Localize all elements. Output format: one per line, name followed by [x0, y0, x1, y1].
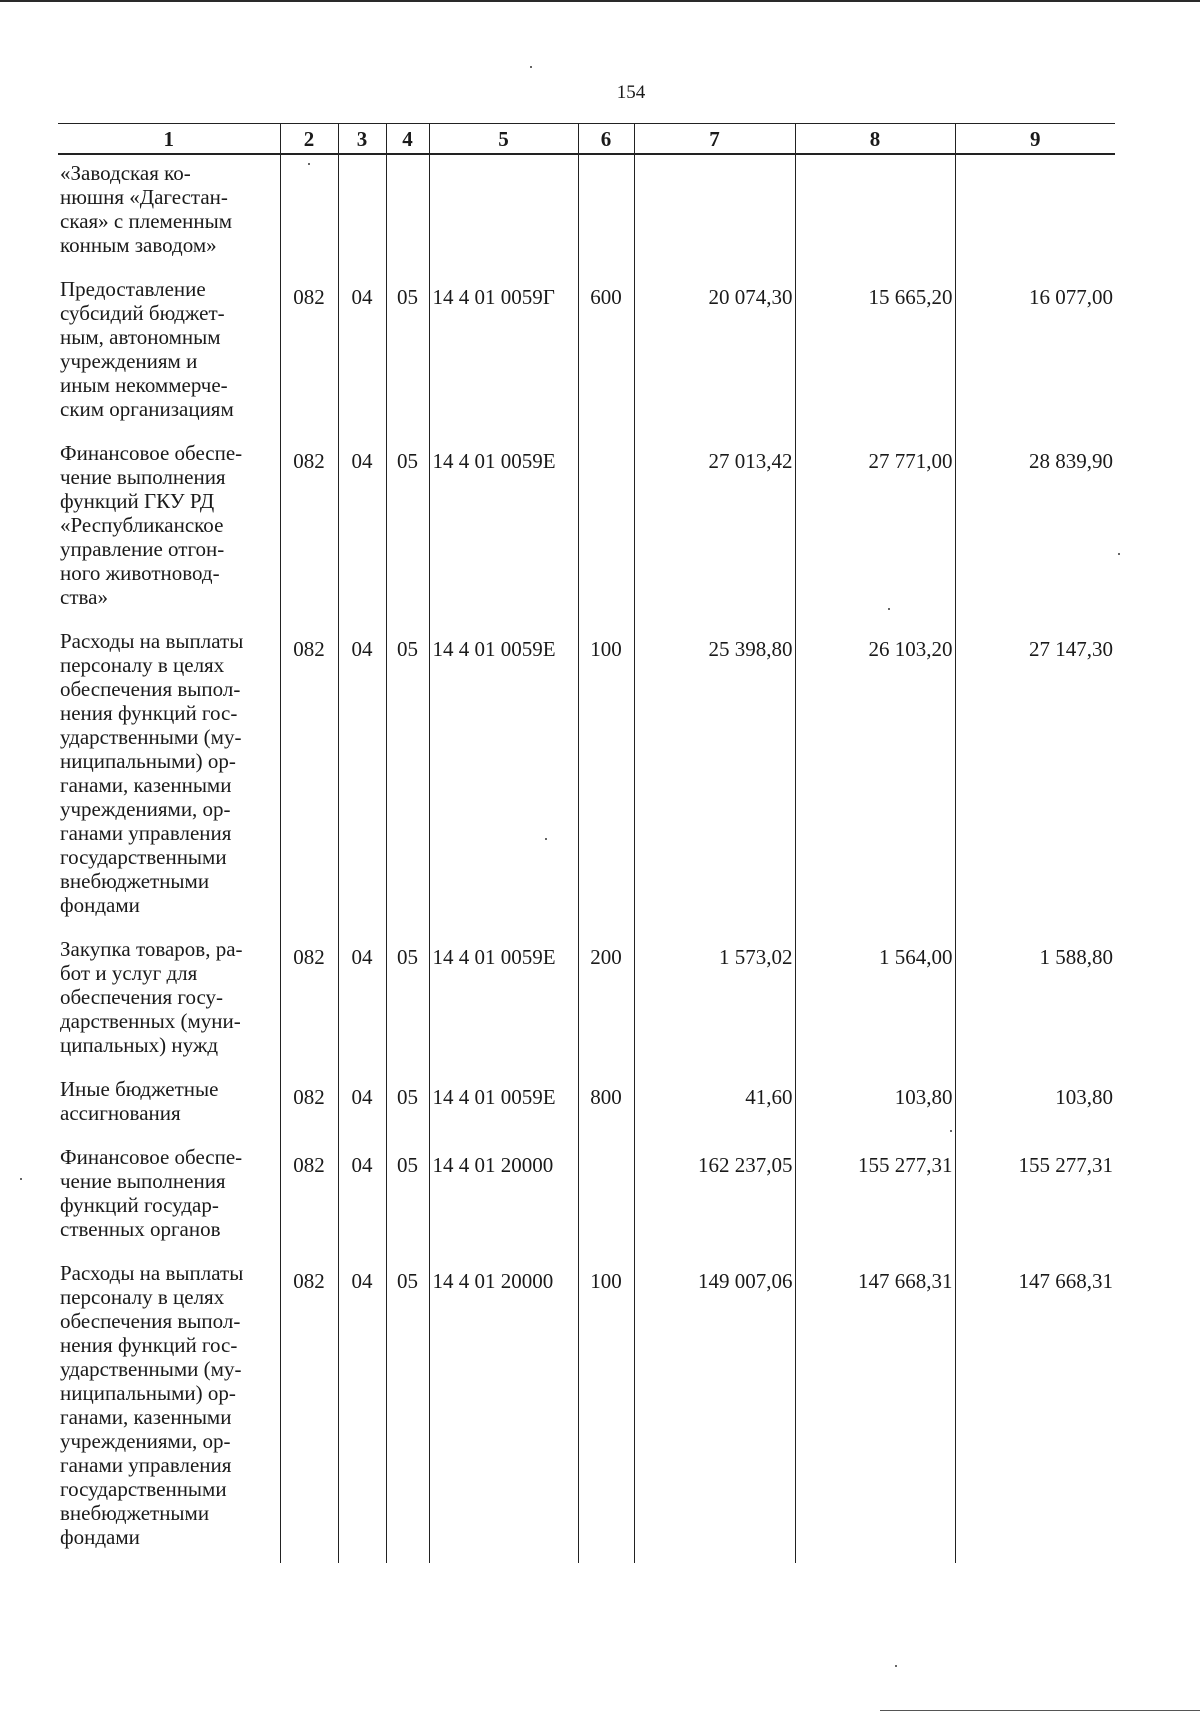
- cell-target-article: 14 4 01 0059Е: [429, 623, 578, 931]
- cell-item-name: [58, 435, 280, 623]
- header-col-2: 2: [280, 124, 338, 155]
- cell-podrazdel: 05: [386, 623, 429, 931]
- cell-amount-col9: 147 668,31: [955, 1255, 1115, 1563]
- item-name-line: ударственными (му-: [60, 725, 242, 749]
- cell-target-article: 14 4 01 0059Г: [429, 271, 578, 435]
- cell-podrazdel: 05: [386, 1071, 429, 1139]
- item-name-line: учреждениям и: [60, 349, 198, 373]
- scan-speck: [895, 1665, 897, 1667]
- scan-speck: [20, 1178, 22, 1180]
- cell-razdel: 04: [338, 1255, 386, 1563]
- item-name-line: ским организациям: [60, 397, 234, 421]
- item-name-line: ганами, казенными: [60, 773, 232, 797]
- cell-amount-col7: 25 398,80: [634, 623, 795, 931]
- cell-amount-col8: 15 665,20: [795, 271, 955, 435]
- scan-speck: [1118, 553, 1120, 555]
- cell-razdel: 04: [338, 1071, 386, 1139]
- item-name-line: ганами, казенными: [60, 1405, 232, 1429]
- item-name-line: Финансовое обеспе-: [60, 1145, 243, 1169]
- table-row: [58, 154, 1115, 271]
- cell-razdel: 04: [338, 435, 386, 623]
- cell-expense-type: [578, 154, 634, 271]
- cell-razdel: 04: [338, 931, 386, 1071]
- item-name-line: ного животновод-: [60, 561, 220, 585]
- item-name-line: Закупка товаров, ра-: [60, 937, 243, 961]
- cell-razdel: [338, 154, 386, 271]
- item-name-line: чение выполнения: [60, 465, 226, 489]
- table-row: [58, 1139, 1115, 1255]
- cell-item-name: [58, 271, 280, 435]
- table-row: [58, 1255, 1115, 1563]
- cell-glavbk: 082: [280, 435, 338, 623]
- cell-expense-type: 100: [578, 623, 634, 931]
- header-col-5: 5: [429, 124, 578, 155]
- item-name-line: персоналу в целях: [60, 653, 225, 677]
- scan-edge-top: [0, 0, 1200, 2]
- item-name-line: учреждениями, ор-: [60, 1429, 231, 1453]
- table-row: [58, 931, 1115, 1071]
- cell-amount-col8: 147 668,31: [795, 1255, 955, 1563]
- item-name-line: ганами управления: [60, 821, 232, 845]
- item-name-line: Иные бюджетные: [60, 1077, 219, 1101]
- item-name-line: ская» с племенным: [60, 209, 233, 233]
- scan-edge-bottom: [880, 1710, 1200, 1711]
- item-name-line: «Заводская ко-: [60, 161, 191, 185]
- cell-amount-col7: 20 074,30: [634, 271, 795, 435]
- item-name-line: обеспечения выпол-: [60, 677, 241, 701]
- cell-amount-col9: 1 588,80: [955, 931, 1115, 1071]
- item-name-line: государственными: [60, 1477, 227, 1501]
- item-name-line: фондами: [60, 893, 140, 917]
- item-name-line: ства»: [60, 585, 108, 609]
- item-name-line: ниципальными) ор-: [60, 1381, 236, 1405]
- cell-glavbk: 082: [280, 931, 338, 1071]
- cell-amount-col8: 26 103,20: [795, 623, 955, 931]
- item-name-line: бот и услуг для: [60, 961, 198, 985]
- table-body: [58, 154, 1115, 1563]
- cell-amount-col8: 27 771,00: [795, 435, 955, 623]
- cell-amount-col8: 103,80: [795, 1071, 955, 1139]
- cell-target-article: 14 4 01 0059Е: [429, 435, 578, 623]
- cell-item-name: [58, 154, 280, 271]
- header-col-1: 1: [58, 124, 280, 155]
- item-name-line: функций ГКУ РД: [60, 489, 215, 513]
- item-name-line: ассигнования: [60, 1101, 181, 1125]
- header-col-4: 4: [386, 124, 429, 155]
- cell-podrazdel: 05: [386, 931, 429, 1071]
- cell-podrazdel: 05: [386, 1255, 429, 1563]
- table-row: [58, 623, 1115, 931]
- scan-speck: [950, 1130, 952, 1132]
- scan-speck: [888, 608, 890, 610]
- cell-podrazdel: 05: [386, 1139, 429, 1255]
- cell-amount-col7: 1 573,02: [634, 931, 795, 1071]
- budget-table: [58, 123, 1115, 1563]
- item-name-line: функций государ-: [60, 1193, 219, 1217]
- cell-amount-col7: [634, 154, 795, 271]
- cell-razdel: 04: [338, 271, 386, 435]
- cell-amount-col9: 155 277,31: [955, 1139, 1115, 1255]
- cell-expense-type: 100: [578, 1255, 634, 1563]
- item-name-line: нюшня «Дагестан-: [60, 185, 228, 209]
- item-name-line: обеспечения выпол-: [60, 1309, 241, 1333]
- cell-podrazdel: [386, 154, 429, 271]
- item-name-line: «Республиканское: [60, 513, 224, 537]
- item-name-line: ударственными (му-: [60, 1357, 242, 1381]
- item-name-line: субсидий бюджет-: [60, 301, 225, 325]
- item-name-line: ным, автономным: [60, 325, 221, 349]
- cell-expense-type: 200: [578, 931, 634, 1071]
- cell-amount-col7: 149 007,06: [634, 1255, 795, 1563]
- cell-item-name: [58, 1255, 280, 1563]
- item-name-line: обеспечения госу-: [60, 985, 224, 1009]
- cell-target-article: 14 4 01 20000: [429, 1139, 578, 1255]
- cell-amount-col9: 103,80: [955, 1071, 1115, 1139]
- cell-amount-col9: 16 077,00: [955, 271, 1115, 435]
- header-row: [58, 124, 1115, 155]
- table-row: [58, 1071, 1115, 1139]
- header-col-6: 6: [578, 124, 634, 155]
- cell-amount-col9: [955, 154, 1115, 271]
- cell-target-article: [429, 154, 578, 271]
- cell-amount-col8: 1 564,00: [795, 931, 955, 1071]
- cell-target-article: 14 4 01 0059Е: [429, 931, 578, 1071]
- header-col-8: 8: [795, 124, 955, 155]
- item-name-line: внебюджетными: [60, 869, 210, 893]
- cell-target-article: 14 4 01 20000: [429, 1255, 578, 1563]
- cell-glavbk: 082: [280, 1071, 338, 1139]
- item-name-line: ниципальными) ор-: [60, 749, 236, 773]
- table-row: [58, 271, 1115, 435]
- cell-expense-type: 600: [578, 271, 634, 435]
- cell-expense-type: [578, 1139, 634, 1255]
- scan-speck: [530, 66, 532, 68]
- item-name-line: чение выполнения: [60, 1169, 226, 1193]
- cell-item-name: [58, 931, 280, 1071]
- cell-razdel: 04: [338, 623, 386, 931]
- cell-glavbk: 082: [280, 1139, 338, 1255]
- item-name-line: фондами: [60, 1525, 140, 1549]
- item-name-line: ципальных) нужд: [60, 1033, 219, 1057]
- item-name-line: дарственных (муни-: [60, 1009, 241, 1033]
- item-name-line: учреждениями, ор-: [60, 797, 231, 821]
- item-name-line: конным заводом»: [60, 233, 217, 257]
- cell-amount-col7: 27 013,42: [634, 435, 795, 623]
- cell-amount-col7: 41,60: [634, 1071, 795, 1139]
- cell-amount-col8: [795, 154, 955, 271]
- cell-item-name: [58, 1139, 280, 1255]
- item-name-line: внебюджетными: [60, 1501, 210, 1525]
- item-name-line: Расходы на выплаты: [60, 1261, 244, 1285]
- cell-glavbk: 082: [280, 271, 338, 435]
- item-name-line: нения функций гос-: [60, 701, 238, 725]
- scan-speck: [308, 163, 310, 165]
- item-name-line: управление отгон-: [60, 537, 225, 561]
- cell-glavbk: [280, 154, 338, 271]
- cell-item-name: [58, 623, 280, 931]
- header-col-3: 3: [338, 124, 386, 155]
- header-col-7: 7: [634, 124, 795, 155]
- table-row: [58, 435, 1115, 623]
- item-name-line: нения функций гос-: [60, 1333, 238, 1357]
- item-name-line: Расходы на выплаты: [60, 629, 244, 653]
- cell-glavbk: 082: [280, 1255, 338, 1563]
- item-name-line: Финансовое обеспе-: [60, 441, 243, 465]
- cell-podrazdel: 05: [386, 271, 429, 435]
- cell-expense-type: [578, 435, 634, 623]
- item-name-line: государственными: [60, 845, 227, 869]
- cell-expense-type: 800: [578, 1071, 634, 1139]
- cell-target-article: 14 4 01 0059Е: [429, 1071, 578, 1139]
- cell-amount-col9: 28 839,90: [955, 435, 1115, 623]
- item-name-line: ганами управления: [60, 1453, 232, 1477]
- scan-speck: [545, 838, 547, 840]
- item-name-line: иным некоммерче-: [60, 373, 228, 397]
- header-col-9: 9: [955, 124, 1115, 155]
- cell-podrazdel: 05: [386, 435, 429, 623]
- cell-item-name: [58, 1071, 280, 1139]
- cell-amount-col9: 27 147,30: [955, 623, 1115, 931]
- item-name-line: ственных органов: [60, 1217, 221, 1241]
- cell-amount-col8: 155 277,31: [795, 1139, 955, 1255]
- page-number: 154: [616, 82, 646, 103]
- cell-amount-col7: 162 237,05: [634, 1139, 795, 1255]
- item-name-line: персоналу в целях: [60, 1285, 225, 1309]
- cell-glavbk: 082: [280, 623, 338, 931]
- cell-razdel: 04: [338, 1139, 386, 1255]
- item-name-line: Предоставление: [60, 277, 206, 301]
